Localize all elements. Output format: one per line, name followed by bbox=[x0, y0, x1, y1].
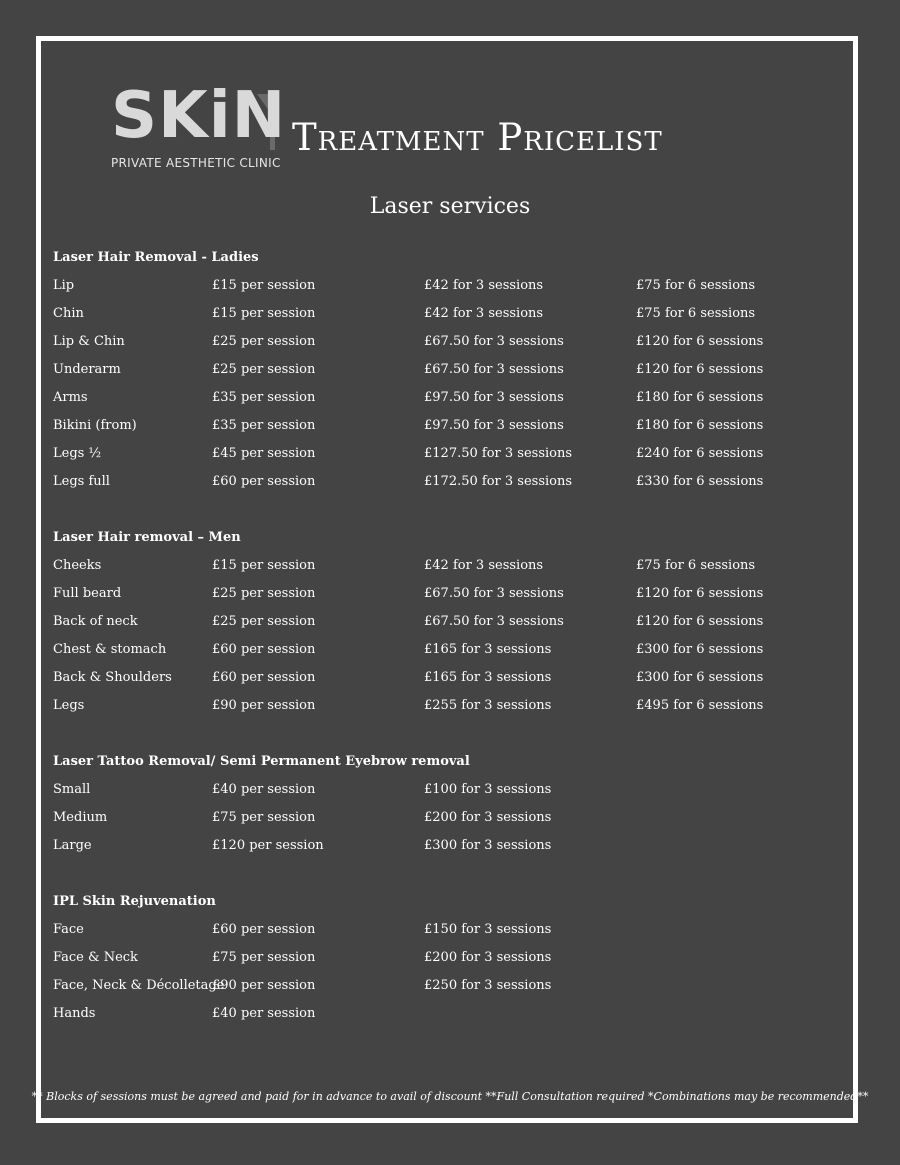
treatment-area: Legs bbox=[53, 698, 85, 713]
price-row bbox=[53, 636, 853, 664]
single-session-price: £35 per session bbox=[212, 390, 316, 405]
three-session-price: £67.50 for 3 sessions bbox=[424, 362, 564, 377]
price-row bbox=[53, 804, 853, 832]
single-session-price: £75 per session bbox=[212, 810, 316, 825]
price-row bbox=[53, 692, 853, 720]
price-row bbox=[53, 440, 853, 468]
three-session-price: £255 for 3 sessions bbox=[424, 698, 552, 713]
price-row bbox=[53, 384, 853, 412]
section-title: Laser Hair Removal - Ladies bbox=[53, 250, 259, 265]
three-session-price: £67.50 for 3 sessions bbox=[424, 586, 564, 601]
single-session-price: £35 per session bbox=[212, 418, 316, 433]
single-session-price: £40 per session bbox=[212, 782, 316, 797]
three-session-price: £250 for 3 sessions bbox=[424, 978, 552, 993]
single-session-price: £60 per session bbox=[212, 922, 316, 937]
three-session-price: £42 for 3 sessions bbox=[424, 558, 544, 573]
single-session-price: £15 per session bbox=[212, 306, 316, 321]
price-row bbox=[53, 776, 853, 804]
price-row bbox=[53, 944, 853, 972]
price-row bbox=[53, 916, 853, 944]
single-session-price: £75 per session bbox=[212, 950, 316, 965]
single-session-price: £45 per session bbox=[212, 446, 316, 461]
price-row bbox=[53, 664, 853, 692]
treatment-area: Arms bbox=[53, 390, 88, 405]
treatment-area: Cheeks bbox=[53, 558, 102, 573]
six-session-price bbox=[636, 776, 836, 804]
price-row bbox=[53, 300, 853, 328]
six-session-price: £330 for 6 sessions bbox=[636, 474, 764, 489]
section-title: Laser Tattoo Removal/ Semi Permanent Eyebrow removal bbox=[53, 754, 470, 769]
price-list bbox=[53, 244, 853, 1056]
three-session-price: £200 for 3 sessions bbox=[424, 950, 552, 965]
single-session-price: £40 per session bbox=[212, 1006, 316, 1021]
six-session-price: £300 for 6 sessions bbox=[636, 642, 764, 657]
three-session-price: £172.50 for 3 sessions bbox=[424, 474, 573, 489]
three-session-price: £42 for 3 sessions bbox=[424, 278, 544, 293]
page-subtitle: Laser services bbox=[369, 194, 531, 219]
six-session-price: £180 for 6 sessions bbox=[636, 418, 764, 433]
six-session-price: £75 for 6 sessions bbox=[636, 306, 756, 321]
treatment-area: Bikini (from) bbox=[53, 418, 137, 433]
three-session-price: £165 for 3 sessions bbox=[424, 670, 552, 685]
six-session-price bbox=[636, 832, 836, 860]
treatment-area: Underarm bbox=[53, 362, 121, 377]
three-session-price bbox=[424, 1000, 636, 1028]
six-session-price: £120 for 6 sessions bbox=[636, 334, 764, 349]
treatment-area: Lip bbox=[53, 278, 75, 293]
price-row bbox=[53, 972, 853, 1000]
treatment-area: Hands bbox=[53, 1006, 96, 1021]
three-session-price: £97.50 for 3 sessions bbox=[424, 390, 564, 405]
price-row bbox=[53, 412, 853, 440]
treatment-area: Chin bbox=[53, 306, 84, 321]
price-row bbox=[53, 328, 853, 356]
six-session-price bbox=[636, 972, 836, 1000]
single-session-price: £60 per session bbox=[212, 474, 316, 489]
six-session-price: £300 for 6 sessions bbox=[636, 670, 764, 685]
single-session-price: £25 per session bbox=[212, 586, 316, 601]
single-session-price: £25 per session bbox=[212, 362, 316, 377]
three-session-price: £42 for 3 sessions bbox=[424, 306, 544, 321]
price-row bbox=[53, 1000, 853, 1028]
single-session-price: £60 per session bbox=[212, 670, 316, 685]
six-session-price: £240 for 6 sessions bbox=[636, 446, 764, 461]
logo-subtitle: PRIVATE AESTHETIC CLINIC bbox=[111, 156, 281, 170]
six-session-price: £75 for 6 sessions bbox=[636, 558, 756, 573]
three-session-price: £300 for 3 sessions bbox=[424, 838, 552, 853]
treatment-area: Chest & stomach bbox=[53, 642, 167, 657]
treatment-area: Face & Neck bbox=[53, 950, 138, 965]
page-title: Treatment Pricelist bbox=[292, 116, 663, 159]
price-row bbox=[53, 468, 853, 496]
six-session-price: £120 for 6 sessions bbox=[636, 586, 764, 601]
three-session-price: £67.50 for 3 sessions bbox=[424, 614, 564, 629]
price-section bbox=[53, 244, 853, 496]
six-session-price: £120 for 6 sessions bbox=[636, 362, 764, 377]
price-row bbox=[53, 272, 853, 300]
three-session-price: £97.50 for 3 sessions bbox=[424, 418, 564, 433]
price-row bbox=[53, 608, 853, 636]
single-session-price: £15 per session bbox=[212, 558, 316, 573]
three-session-price: £150 for 3 sessions bbox=[424, 922, 552, 937]
price-section bbox=[53, 524, 853, 720]
clinic-logo bbox=[107, 79, 287, 176]
six-session-price: £495 for 6 sessions bbox=[636, 698, 764, 713]
treatment-area: Full beard bbox=[53, 586, 122, 601]
single-session-price: £90 per session bbox=[212, 978, 316, 993]
treatment-area: Back of neck bbox=[53, 614, 138, 629]
treatment-area: Lip & Chin bbox=[53, 334, 125, 349]
price-row bbox=[53, 580, 853, 608]
three-session-price: £165 for 3 sessions bbox=[424, 642, 552, 657]
treatment-area: Small bbox=[53, 782, 91, 797]
six-session-price: £120 for 6 sessions bbox=[636, 614, 764, 629]
treatment-area: Medium bbox=[53, 810, 108, 825]
price-row bbox=[53, 832, 853, 860]
section-title: IPL Skin Rejuvenation bbox=[53, 894, 216, 909]
three-session-price: £100 for 3 sessions bbox=[424, 782, 552, 797]
six-session-price: £180 for 6 sessions bbox=[636, 390, 764, 405]
single-session-price: £25 per session bbox=[212, 614, 316, 629]
single-session-price: £25 per session bbox=[212, 334, 316, 349]
treatment-area: Large bbox=[53, 838, 92, 853]
three-session-price: £67.50 for 3 sessions bbox=[424, 334, 564, 349]
six-session-price: £75 for 6 sessions bbox=[636, 278, 756, 293]
six-session-price bbox=[636, 916, 836, 944]
price-section bbox=[53, 888, 853, 1028]
treatment-area: Legs ½ bbox=[53, 446, 102, 461]
treatment-area: Face bbox=[53, 922, 84, 937]
treatment-area: Back & Shoulders bbox=[53, 670, 172, 685]
single-session-price: £90 per session bbox=[212, 698, 316, 713]
three-session-price: £127.50 for 3 sessions bbox=[424, 446, 573, 461]
treatment-area: Face, Neck & Décolletage bbox=[53, 978, 225, 993]
six-session-price bbox=[636, 1000, 836, 1028]
single-session-price: £15 per session bbox=[212, 278, 316, 293]
footnote: ** Blocks of sessions must be agreed and paid for in advance to avail of discount **Full Consultation required *Combinations may be recommended** bbox=[31, 1090, 869, 1103]
section-title: Laser Hair removal – Men bbox=[53, 530, 241, 545]
single-session-price: £60 per session bbox=[212, 642, 316, 657]
price-row bbox=[53, 552, 853, 580]
six-session-price bbox=[636, 804, 836, 832]
logo-wordmark: SKiN bbox=[111, 79, 287, 153]
six-session-price bbox=[636, 944, 836, 972]
single-session-price: £120 per session bbox=[212, 838, 324, 853]
three-session-price: £200 for 3 sessions bbox=[424, 810, 552, 825]
treatment-area: Legs full bbox=[53, 474, 110, 489]
price-section bbox=[53, 748, 853, 860]
price-row bbox=[53, 356, 853, 384]
